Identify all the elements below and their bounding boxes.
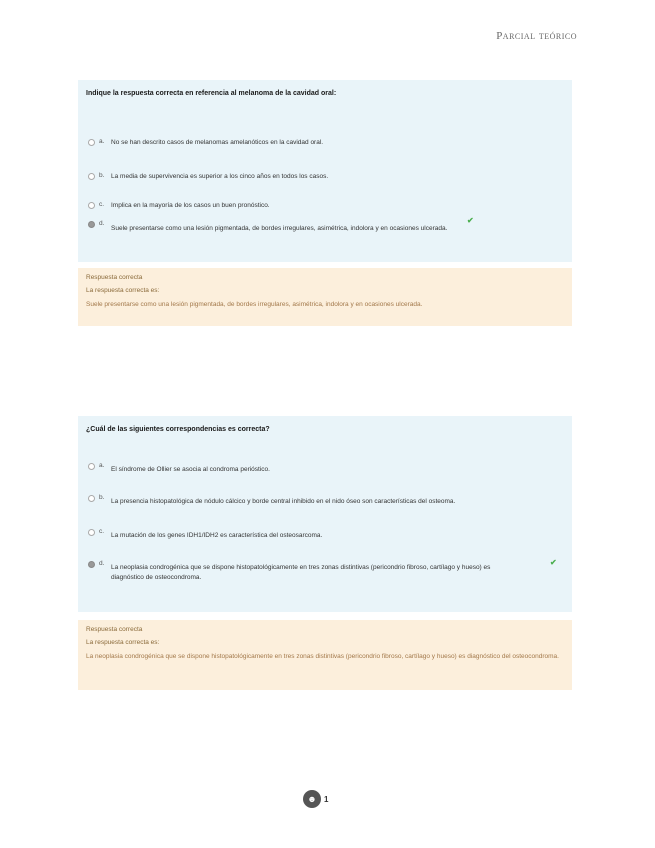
q2-option-c[interactable] bbox=[88, 528, 562, 541]
q1-option-d-text: Suele presentarse como una lesión pigmentada, de bordes irregulares, asimétrica, indolora y en ocasiones ulcerada. bbox=[111, 225, 448, 232]
q1-feedback-intro: La respuesta correcta es: bbox=[86, 287, 160, 294]
q1-radio-c[interactable] bbox=[88, 202, 95, 209]
question-2-text: ¿Cuál de las siguientes correspondencias es correcta? bbox=[86, 426, 270, 433]
q2-radio-b[interactable] bbox=[88, 495, 95, 502]
q1-option-a-letter: a. bbox=[99, 138, 105, 145]
q1-option-d[interactable] bbox=[88, 220, 562, 234]
q1-option-a-text: No se han descrito casos de melanomas amelanóticos en la cavidad oral. bbox=[111, 139, 324, 146]
q2-feedback-intro: La respuesta correcta es: bbox=[86, 639, 160, 646]
q2-correct-check-icon: ✔ bbox=[550, 558, 557, 567]
q2-feedback-status: Respuesta correcta bbox=[86, 626, 143, 633]
q2-radio-c[interactable] bbox=[88, 529, 95, 536]
question-1-box bbox=[78, 80, 572, 262]
question-2-feedback bbox=[78, 620, 572, 690]
q1-option-b-letter: b. bbox=[99, 172, 105, 179]
q2-option-a[interactable] bbox=[88, 462, 562, 475]
q2-option-b[interactable] bbox=[88, 494, 562, 507]
q2-option-b-letter: b. bbox=[99, 494, 105, 501]
question-1-feedback bbox=[78, 268, 572, 326]
q2-option-c-text: La mutación de los genes IDH1/IDH2 es característica del osteosarcoma. bbox=[111, 532, 323, 539]
q1-feedback-status: Respuesta correcta bbox=[86, 274, 143, 281]
q1-feedback-answer: Suele presentarse como una lesión pigmentada, de bordes irregulares, asimétrica, indolora y en ocasiones ulcerada. bbox=[86, 301, 423, 308]
q1-radio-d[interactable] bbox=[88, 221, 95, 228]
q2-option-d-letter: d. bbox=[99, 560, 105, 567]
q2-radio-d[interactable] bbox=[88, 561, 95, 568]
q1-option-b[interactable] bbox=[88, 172, 562, 182]
q1-option-a[interactable] bbox=[88, 138, 562, 148]
q1-radio-b[interactable] bbox=[88, 173, 95, 180]
q1-option-b-text: La media de supervivencia es superior a los cinco años en todos los casos. bbox=[111, 173, 329, 180]
q2-option-a-text: El síndrome de Ollier se asocia al condroma perióstico. bbox=[111, 466, 270, 473]
q1-option-d-letter: d. bbox=[99, 220, 105, 227]
q2-radio-a[interactable] bbox=[88, 463, 95, 470]
q1-option-c-letter: c. bbox=[99, 201, 105, 208]
q2-feedback-answer: La neoplasia condrogénica que se dispone histopatológicamente en tres zonas distintivas (pericondrio fibroso, cartílago y hueso) es diagnóstico del osteocondroma. bbox=[86, 653, 559, 660]
q2-option-b-text: La presencia histopatológica de nódulo cálcico y borde central inhibido en el nido óseo son características del osteoma. bbox=[111, 498, 456, 505]
q1-radio-a[interactable] bbox=[88, 139, 95, 146]
q2-option-c-letter: c. bbox=[99, 528, 105, 535]
page-number: 1 bbox=[324, 795, 329, 804]
question-1-text: Indique la respuesta correcta en referencia al melanoma de la cavidad oral: bbox=[86, 90, 337, 97]
silhouette-logo-icon: ☻ bbox=[303, 790, 321, 808]
question-2-box bbox=[78, 416, 572, 612]
q1-option-c[interactable] bbox=[88, 201, 562, 211]
q1-option-c-text: Implica en la mayoría de los casos un buen pronóstico. bbox=[111, 202, 270, 209]
page-header-title: Parcial teórico bbox=[496, 30, 577, 42]
q2-option-a-letter: a. bbox=[99, 462, 105, 469]
q1-correct-check-icon: ✔ bbox=[467, 216, 474, 225]
q2-option-d[interactable] bbox=[88, 560, 516, 583]
q2-option-d-text: La neoplasia condrogénica que se dispone histopatológicamente en tres zonas distintivas (pericondrio fibroso, cartílago y hueso) es diagnóstico de osteocondroma. bbox=[111, 564, 491, 581]
